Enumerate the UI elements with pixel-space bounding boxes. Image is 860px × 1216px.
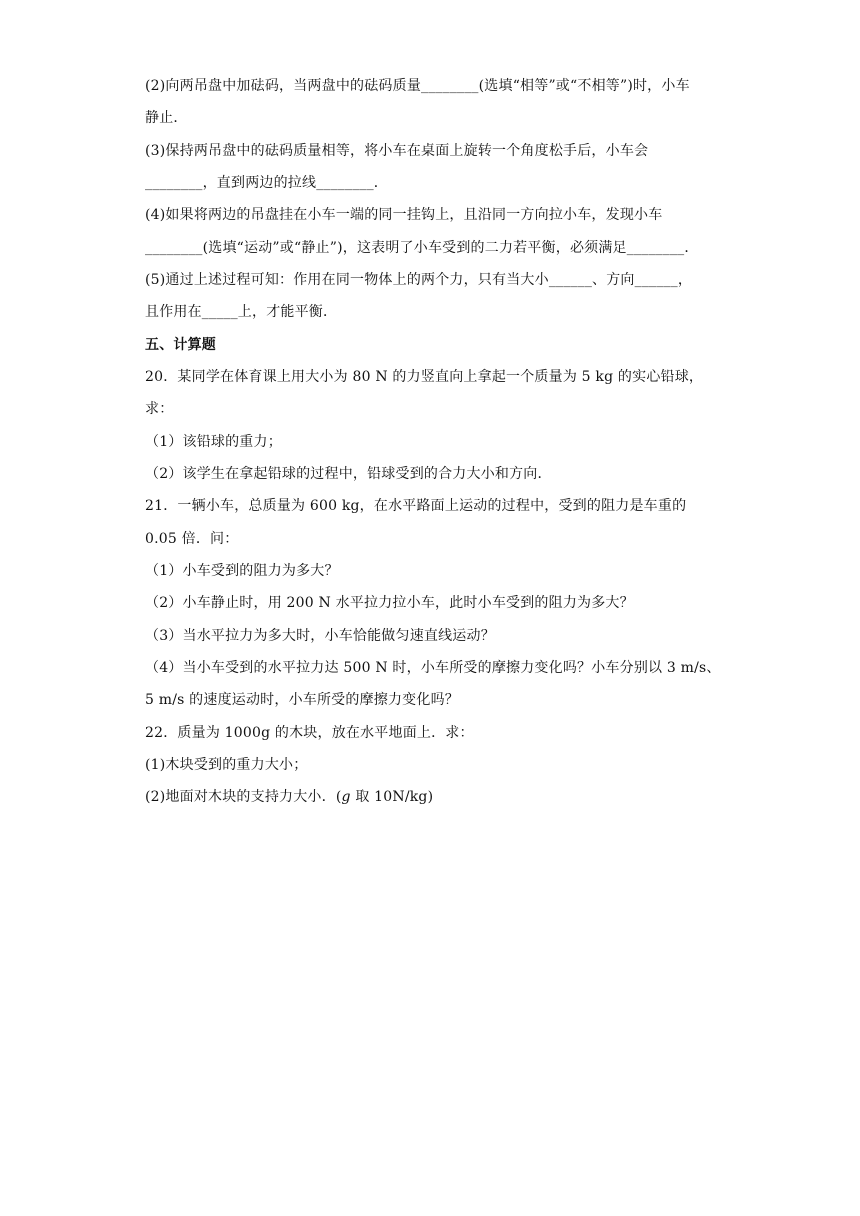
q19-part3-line2: ________，直到两边的拉线________．	[145, 175, 388, 191]
q21-sub2: （2）小车静止时，用 200 N 水平拉力拉小车，此时小车受到的阻力为多大？	[145, 595, 634, 611]
section-heading: 五、计算题	[145, 337, 216, 353]
q22-sub1: (1)木块受到的重力大小；	[145, 757, 308, 773]
q22-sub2-g-symbol: g	[341, 789, 351, 805]
q19-part2-line1: (2)向两吊盘中加砝码，当两盘中的砝码质量________(选填“相等”或“不相等”)时，小车	[145, 78, 690, 94]
q22-sub2	[145, 788, 433, 806]
q20-stem-line2: 求：	[145, 401, 174, 417]
q20-sub1: （1）该铅球的重力；	[145, 434, 282, 450]
q22-sub2-pre: (2)地面对木块的支持力大小．(	[145, 789, 342, 805]
q19-part4-line2: ________(选填“运动”或“静止”)，这表明了小车受到的二力若平衡，必须满足________．	[145, 240, 699, 256]
q21-stem-line1: 21．一辆小车，总质量为 600 kg，在水平路面上运动的过程中，受到的阻力是车重的	[145, 498, 687, 514]
q19-part5-line1: (5)通过上述过程可知：作用在同一物体上的两个力，只有当大小______、方向______，	[145, 272, 693, 288]
q21-sub3: （3）当水平拉力为多大时，小车恰能做匀速直线运动？	[145, 628, 495, 644]
q19-part3-line1: (3)保持两吊盘中的砝码质量相等，将小车在桌面上旋转一个角度松手后，小车会	[145, 143, 649, 159]
q22-stem: 22．质量为 1000g 的木块，放在水平地面上．求：	[145, 725, 474, 741]
q19-part5-line2: 且作用在_____上，才能平衡．	[145, 304, 338, 320]
q20-stem-line1: 20．某同学在体育课上用大小为 80 N 的力竖直向上拿起一个质量为 5 kg 的实心铅球，	[145, 369, 704, 385]
q21-stem-line2: 0.05 倍．问：	[145, 531, 239, 547]
q21-sub1: （1）小车受到的阻力为多大？	[145, 563, 339, 579]
q21-sub4-line1: （4）当小车受到的水平拉力达 500 N 时，小车所受的摩擦力变化吗？小车分别以 3 m/s、	[145, 660, 721, 676]
q19-part2-line2: 静止．	[145, 110, 188, 126]
q19-part4-line1: (4)如果将两边的吊盘挂在小车一端的同一挂钩上，且沿同一方向拉小车，发现小车	[145, 207, 663, 223]
q21-sub4-line2: 5 m/s 的速度运动时，小车所受的摩擦力变化吗？	[145, 692, 459, 708]
q20-sub2: （2）该学生在拿起铅球的过程中，铅球受到的合力大小和方向．	[145, 466, 552, 482]
q22-sub2-post: 取 10N/kg)	[350, 789, 434, 805]
